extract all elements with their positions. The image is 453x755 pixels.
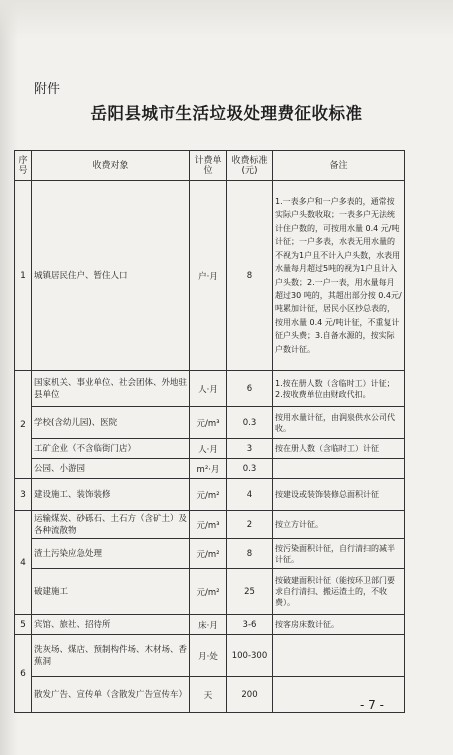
row-standard: 200	[227, 677, 273, 713]
row-note: 按污染面积计征，自行清扫的减半计征。	[273, 539, 405, 569]
table-row	[15, 511, 405, 539]
row-note: 按建设或装饰装修总面积计征	[273, 479, 405, 511]
table-row	[15, 539, 405, 569]
row-object: 破建施工	[32, 569, 190, 615]
table-row	[15, 407, 405, 439]
row-unit: 人·月	[190, 371, 227, 407]
annex-label: 附件	[34, 82, 61, 97]
row-unit: 天	[190, 677, 227, 713]
page-number: - 7 -	[360, 698, 384, 712]
table-row	[15, 439, 405, 459]
row-object: 公园、小游园	[32, 459, 190, 479]
row-standard: 25	[227, 569, 273, 615]
table-header-row	[15, 151, 405, 181]
row-object: 散发广告、宣传单（含散发广告宣传车）	[32, 677, 190, 713]
fee-standard-table	[14, 150, 405, 713]
row-unit: 床·月	[190, 615, 227, 635]
row-standard: 2	[227, 511, 273, 539]
row-unit: 元/m²	[190, 479, 227, 511]
row-note: 按客房床数计征。	[273, 615, 405, 635]
row-standard: 4	[227, 479, 273, 511]
header-no: 序号	[15, 151, 32, 181]
header-unit: 计费单位	[190, 151, 227, 181]
row-no: 3	[15, 479, 32, 511]
row-unit: 元/m²	[190, 569, 227, 615]
table-row	[15, 615, 405, 635]
row-object: 渣土污染应急处理	[32, 539, 190, 569]
row-standard: 0.3	[227, 407, 273, 439]
row-object: 工矿企业（不含临街门店）	[32, 439, 190, 459]
row-note	[273, 635, 405, 677]
row-no: 1	[15, 181, 32, 371]
table-row	[15, 181, 405, 371]
row-no: 6	[15, 635, 32, 713]
table-row	[15, 677, 405, 713]
row-object: 建设施工、装饰装修	[32, 479, 190, 511]
row-unit: 元/m³	[190, 511, 227, 539]
row-note: 按用水量计征，由润泉供水公司代收。	[273, 407, 405, 439]
row-standard: 8	[227, 539, 273, 569]
row-unit: 人·月	[190, 439, 227, 459]
row-no: 4	[15, 511, 32, 615]
row-note	[273, 459, 405, 479]
row-standard: 6	[227, 371, 273, 407]
row-object: 运输煤炭、砂砾石、土石方（含矿土）及各种流散物	[32, 511, 190, 539]
header-object: 收费对象	[32, 151, 190, 181]
row-object: 国家机关、事业单位、社会团体、外地驻县单位	[32, 371, 190, 407]
row-no: 2	[15, 371, 32, 479]
row-unit: 元/m³	[190, 407, 227, 439]
row-note: 1.按在册人数（含临时工）计征；2.按收费单位由财政代扣。	[273, 371, 405, 407]
row-note	[273, 677, 405, 713]
row-unit: m²·月	[190, 459, 227, 479]
table-row	[15, 569, 405, 615]
header-note: 备注	[273, 151, 405, 181]
row-standard: 0.3	[227, 459, 273, 479]
row-note: 按破建面积计征（能按环卫部门要求自行清扫、搬运渣土的，不收费）。	[273, 569, 405, 615]
header-standard: 收费标准(元)	[227, 151, 273, 181]
row-no: 5	[15, 615, 32, 635]
row-unit: 户·月	[190, 181, 227, 371]
row-object: 城镇居民住户、暂住人口	[32, 181, 190, 371]
row-unit: 月·处	[190, 635, 227, 677]
row-standard: 100-300	[227, 635, 273, 677]
table-row	[15, 371, 405, 407]
row-note: 按在册人数（含临时工）计征	[273, 439, 405, 459]
row-note: 按立方计征。	[273, 511, 405, 539]
row-object: 学校(含幼儿园)、医院	[32, 407, 190, 439]
document-title: 岳阳县城市生活垃圾处理费征收标准	[90, 104, 363, 123]
table-row	[15, 459, 405, 479]
row-object: 宾馆、旅社、招待所	[32, 615, 190, 635]
row-standard: 3-6	[227, 615, 273, 635]
table-row	[15, 479, 405, 511]
table-row	[15, 635, 405, 677]
row-unit: 元/m²	[190, 539, 227, 569]
row-note: 1.一表多户和一户多表的，通常按实际户头数收取；一表多户无法统计住户数的，可按用水量 0.4 元/吨计征；一户多表，水表无用水量的不视为1户且不计入户头数，水表用水量每月超过5吨的视为1户且计入户头数；2.一户一表，用水量每月超过30 吨的，其超出部分按 0.4元/吨累加计征，居民小区抄总表的，按用水量 0.4 元/吨计征，不重复计征户头费；3.自备水源的，按实际户数计征。	[273, 181, 405, 371]
row-standard: 3	[227, 439, 273, 459]
page-top-shadow	[0, 0, 453, 40]
row-standard: 8	[227, 181, 273, 371]
row-object: 洗灰场、煤店、预制构件场、木材场、香蕉洞	[32, 635, 190, 677]
